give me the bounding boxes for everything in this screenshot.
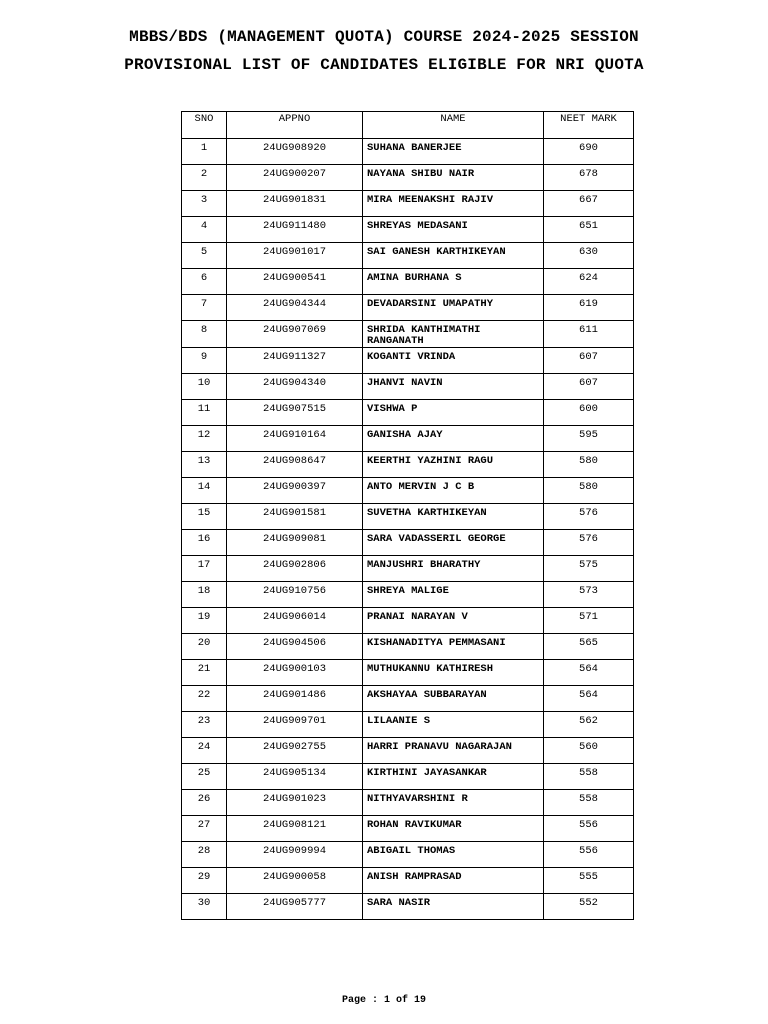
cell-name: NITHYAVARSHINI R xyxy=(363,790,544,816)
table-row xyxy=(182,582,634,608)
table-row xyxy=(182,426,634,452)
cell-appno: 24UG907069 xyxy=(227,321,363,348)
cell-neet-mark: 690 xyxy=(544,139,634,165)
cell-appno: 24UG904506 xyxy=(227,634,363,660)
cell-sno: 8 xyxy=(182,321,227,348)
table-row xyxy=(182,191,634,217)
table-row xyxy=(182,452,634,478)
cell-neet-mark: 562 xyxy=(544,712,634,738)
cell-neet-mark: 576 xyxy=(544,530,634,556)
table-row xyxy=(182,217,634,243)
cell-sno: 1 xyxy=(182,139,227,165)
cell-neet-mark: 555 xyxy=(544,868,634,894)
cell-name: MIRA MEENAKSHI RAJIV xyxy=(363,191,544,217)
cell-appno: 24UG907515 xyxy=(227,400,363,426)
cell-name: ABIGAIL THOMAS xyxy=(363,842,544,868)
cell-sno: 16 xyxy=(182,530,227,556)
cell-sno: 9 xyxy=(182,348,227,374)
cell-neet-mark: 580 xyxy=(544,452,634,478)
table-row xyxy=(182,504,634,530)
cell-name: GANISHA AJAY xyxy=(363,426,544,452)
cell-appno: 24UG908121 xyxy=(227,816,363,842)
cell-sno: 19 xyxy=(182,608,227,634)
cell-sno: 7 xyxy=(182,295,227,321)
cell-appno: 24UG901581 xyxy=(227,504,363,530)
cell-appno: 24UG909701 xyxy=(227,712,363,738)
cell-appno: 24UG904344 xyxy=(227,295,363,321)
column-header-name: NAME xyxy=(363,112,544,139)
cell-sno: 15 xyxy=(182,504,227,530)
cell-appno: 24UG910164 xyxy=(227,426,363,452)
cell-name: JHANVI NAVIN xyxy=(363,374,544,400)
table-row xyxy=(182,686,634,712)
table-row xyxy=(182,478,634,504)
cell-neet-mark: 573 xyxy=(544,582,634,608)
cell-sno: 11 xyxy=(182,400,227,426)
table-header-row xyxy=(182,112,634,139)
table-row xyxy=(182,842,634,868)
cell-appno: 24UG908647 xyxy=(227,452,363,478)
cell-sno: 21 xyxy=(182,660,227,686)
cell-sno: 24 xyxy=(182,738,227,764)
cell-sno: 26 xyxy=(182,790,227,816)
cell-neet-mark: 571 xyxy=(544,608,634,634)
cell-sno: 23 xyxy=(182,712,227,738)
cell-appno: 24UG901017 xyxy=(227,243,363,269)
cell-appno: 24UG911327 xyxy=(227,348,363,374)
column-header-sno: SNO xyxy=(182,112,227,139)
cell-name: AMINA BURHANA S xyxy=(363,269,544,295)
cell-appno: 24UG911480 xyxy=(227,217,363,243)
cell-name: MUTHUKANNU KATHIRESH xyxy=(363,660,544,686)
cell-neet-mark: 600 xyxy=(544,400,634,426)
cell-name: PRANAI NARAYAN V xyxy=(363,608,544,634)
cell-sno: 13 xyxy=(182,452,227,478)
cell-sno: 6 xyxy=(182,269,227,295)
table-row xyxy=(182,634,634,660)
cell-sno: 27 xyxy=(182,816,227,842)
table-row xyxy=(182,556,634,582)
cell-sno: 20 xyxy=(182,634,227,660)
table-row xyxy=(182,400,634,426)
cell-neet-mark: 552 xyxy=(544,894,634,920)
table-row xyxy=(182,269,634,295)
cell-name: ROHAN RAVIKUMAR xyxy=(363,816,544,842)
cell-sno: 30 xyxy=(182,894,227,920)
cell-sno: 2 xyxy=(182,165,227,191)
cell-neet-mark: 595 xyxy=(544,426,634,452)
table-row xyxy=(182,139,634,165)
cell-sno: 3 xyxy=(182,191,227,217)
cell-appno: 24UG909994 xyxy=(227,842,363,868)
cell-neet-mark: 576 xyxy=(544,504,634,530)
cell-neet-mark: 560 xyxy=(544,738,634,764)
cell-sno: 17 xyxy=(182,556,227,582)
cell-name: NAYANA SHIBU NAIR xyxy=(363,165,544,191)
cell-name: AKSHAYAA SUBBARAYAN xyxy=(363,686,544,712)
cell-neet-mark: 564 xyxy=(544,686,634,712)
cell-name: SARA NASIR xyxy=(363,894,544,920)
cell-appno: 24UG905134 xyxy=(227,764,363,790)
cell-appno: 24UG904340 xyxy=(227,374,363,400)
cell-neet-mark: 607 xyxy=(544,374,634,400)
cell-neet-mark: 607 xyxy=(544,348,634,374)
table-row xyxy=(182,712,634,738)
cell-sno: 5 xyxy=(182,243,227,269)
column-header-neet-mark: NEET MARK xyxy=(544,112,634,139)
cell-name: SHRIDA KANTHIMATHI RANGANATH xyxy=(363,321,544,348)
cell-name: HARRI PRANAVU NAGARAJAN xyxy=(363,738,544,764)
table-row xyxy=(182,660,634,686)
table-row xyxy=(182,738,634,764)
cell-sno: 10 xyxy=(182,374,227,400)
cell-neet-mark: 556 xyxy=(544,842,634,868)
cell-neet-mark: 558 xyxy=(544,764,634,790)
document-title-line2: PROVISIONAL LIST OF CANDIDATES ELIGIBLE FOR NRI QUOTA xyxy=(124,56,644,74)
cell-sno: 29 xyxy=(182,868,227,894)
cell-appno: 24UG910756 xyxy=(227,582,363,608)
cell-neet-mark: 565 xyxy=(544,634,634,660)
cell-appno: 24UG900058 xyxy=(227,868,363,894)
page-number: Page : 1 of 19 xyxy=(341,995,426,1006)
cell-sno: 4 xyxy=(182,217,227,243)
cell-name: SUHANA BANERJEE xyxy=(363,139,544,165)
cell-neet-mark: 558 xyxy=(544,790,634,816)
cell-sno: 22 xyxy=(182,686,227,712)
cell-sno: 28 xyxy=(182,842,227,868)
cell-name: KIRTHINI JAYASANKAR xyxy=(363,764,544,790)
table-row xyxy=(182,530,634,556)
cell-neet-mark: 564 xyxy=(544,660,634,686)
cell-appno: 24UG900103 xyxy=(227,660,363,686)
cell-sno: 12 xyxy=(182,426,227,452)
cell-name: SHREYA MALIGE xyxy=(363,582,544,608)
table-row xyxy=(182,165,634,191)
cell-appno: 24UG900397 xyxy=(227,478,363,504)
cell-neet-mark: 667 xyxy=(544,191,634,217)
cell-appno: 24UG901486 xyxy=(227,686,363,712)
cell-sno: 25 xyxy=(182,764,227,790)
table-row xyxy=(182,321,634,348)
cell-name: SUVETHA KARTHIKEYAN xyxy=(363,504,544,530)
table-row xyxy=(182,790,634,816)
cell-name: DEVADARSINI UMAPATHY xyxy=(363,295,544,321)
cell-neet-mark: 624 xyxy=(544,269,634,295)
table-row xyxy=(182,243,634,269)
table-row xyxy=(182,608,634,634)
cell-appno: 24UG900207 xyxy=(227,165,363,191)
cell-appno: 24UG901831 xyxy=(227,191,363,217)
cell-name: KISHANADITYA PEMMASANI xyxy=(363,634,544,660)
cell-neet-mark: 651 xyxy=(544,217,634,243)
cell-name: VISHWA P xyxy=(363,400,544,426)
cell-appno: 24UG900541 xyxy=(227,269,363,295)
table-row xyxy=(182,295,634,321)
cell-name: SAI GANESH KARTHIKEYAN xyxy=(363,243,544,269)
column-header-appno: APPNO xyxy=(227,112,363,139)
cell-appno: 24UG902755 xyxy=(227,738,363,764)
cell-appno: 24UG905777 xyxy=(227,894,363,920)
cell-neet-mark: 611 xyxy=(544,321,634,348)
cell-name: SHREYAS MEDASANI xyxy=(363,217,544,243)
cell-name: ANTO MERVIN J C B xyxy=(363,478,544,504)
cell-appno: 24UG902806 xyxy=(227,556,363,582)
cell-name: KOGANTI VRINDA xyxy=(363,348,544,374)
table-row xyxy=(182,348,634,374)
cell-neet-mark: 619 xyxy=(544,295,634,321)
cell-appno: 24UG906014 xyxy=(227,608,363,634)
table-row xyxy=(182,868,634,894)
table-row xyxy=(182,764,634,790)
cell-neet-mark: 580 xyxy=(544,478,634,504)
cell-neet-mark: 575 xyxy=(544,556,634,582)
cell-name: SARA VADASSERIL GEORGE xyxy=(363,530,544,556)
cell-appno: 24UG908920 xyxy=(227,139,363,165)
table-row xyxy=(182,374,634,400)
cell-name: ANISH RAMPRASAD xyxy=(363,868,544,894)
cell-neet-mark: 630 xyxy=(544,243,634,269)
cell-neet-mark: 678 xyxy=(544,165,634,191)
cell-sno: 18 xyxy=(182,582,227,608)
document-title-line1: MBBS/BDS (MANAGEMENT QUOTA) COURSE 2024-2025 SESSION xyxy=(129,28,639,46)
cell-sno: 14 xyxy=(182,478,227,504)
table-row xyxy=(182,816,634,842)
table-row xyxy=(182,894,634,920)
cell-appno: 24UG901023 xyxy=(227,790,363,816)
cell-name: LILAANIE S xyxy=(363,712,544,738)
candidates-table xyxy=(181,111,634,920)
cell-neet-mark: 556 xyxy=(544,816,634,842)
cell-appno: 24UG909081 xyxy=(227,530,363,556)
cell-name: MANJUSHRI BHARATHY xyxy=(363,556,544,582)
cell-name: KEERTHI YAZHINI RAGU xyxy=(363,452,544,478)
